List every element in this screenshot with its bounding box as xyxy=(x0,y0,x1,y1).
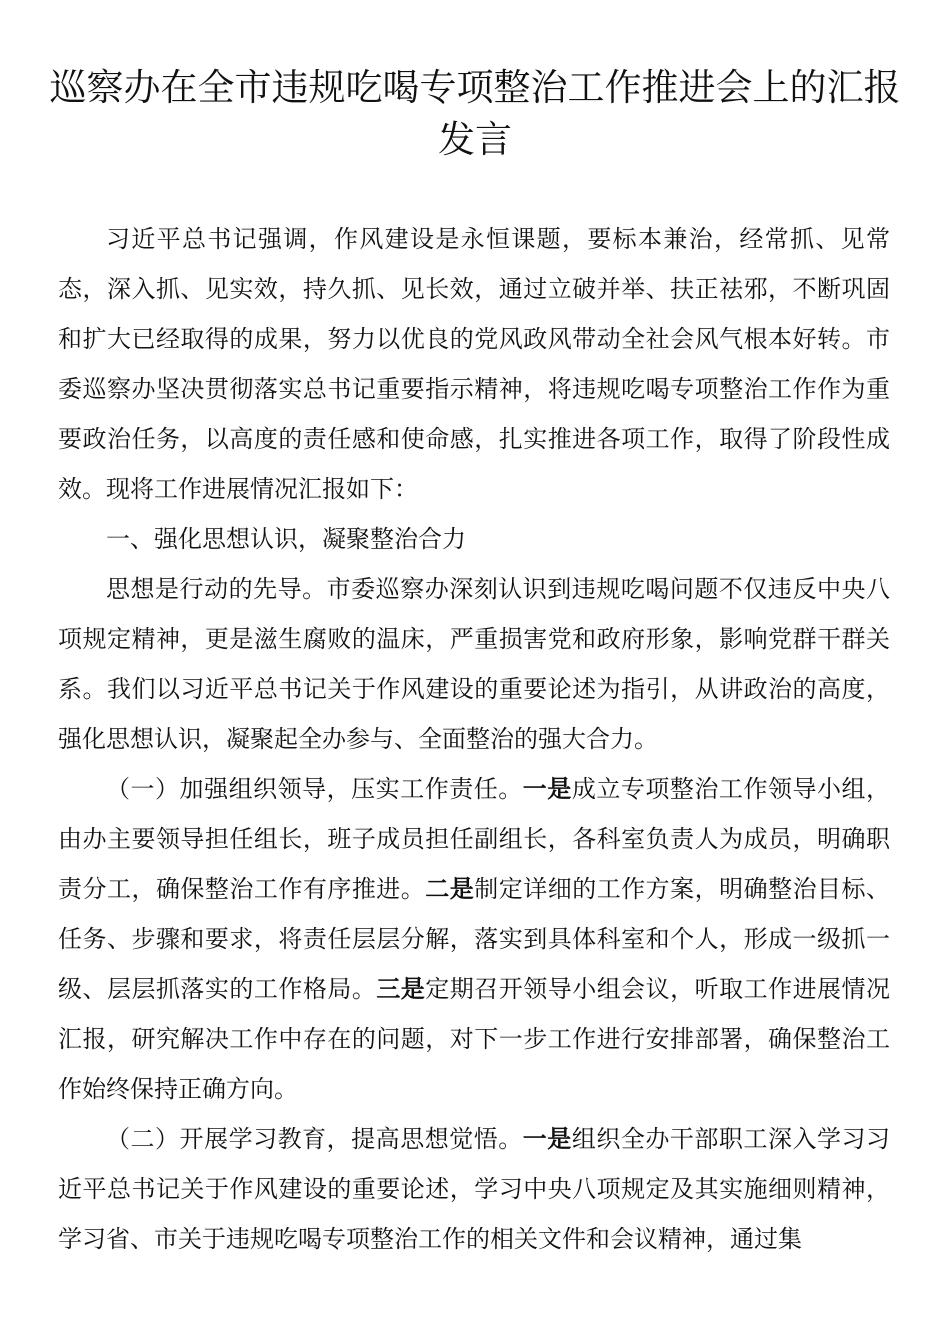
subsection-1-item-3-text: 定期召开领导小组会议，听取工作进展情况汇报，研究解决工作中存在的问题，对下一步工作进行安排部署，确保整治工作始终保持正确方向。 xyxy=(58,975,891,1103)
document-title: 巡察办在全市违规吃喝专项整治工作推进会上的汇报发言 xyxy=(49,66,901,161)
document-body xyxy=(58,214,890,1264)
subsection-2-lead: （二）开展学习教育，提高思想觉悟。 xyxy=(106,1125,523,1153)
subsection-2-paragraph xyxy=(58,1114,890,1264)
subsection-1-item-1-text: 成立专项整治工作领导小组，由办主要领导担任组长，班子成员担任副组长，各科室负责人为成员，明确职责分工，确保整治工作有序推进。 xyxy=(58,775,891,903)
subsection-1-item-2-marker: 二是 xyxy=(425,875,475,903)
subsection-1-paragraph xyxy=(58,764,890,1114)
intro-paragraph: 习近平总书记强调，作风建设是永恒课题，要标本兼治，经常抓、见常态，深入抓、见实效，持久抓、见长效，通过立破并举、扶正祛邪，不断巩固和扩大已经取得的成果，努力以优良的党风政风带动全社会风气根本好转。市委巡察办坚决贯彻落实总书记重要指示精神，将违规吃喝专项整治工作作为重要政治任务，以高度的责任感和使命感，扎实推进各项工作，取得了阶段性成效。现将工作进展情况汇报如下： xyxy=(58,225,890,503)
section-heading-1: 一、强化思想认识，凝聚整治合力 xyxy=(106,525,466,553)
section-1-paragraph: 思想是行动的先导。市委巡察办深刻认识到违规吃喝问题不仅违反中央八项规定精神，更是滋生腐败的温床，严重损害党和政府形象，影响党群干群关系。我们以习近平总书记关于作风建设的重要论述为指引，从讲政治的高度，强化思想认识，凝聚起全办参与、全面整治的强大合力。 xyxy=(58,575,890,753)
subsection-1-item-3-marker: 三是 xyxy=(376,975,426,1003)
subsection-2-item-1-marker: 一是 xyxy=(522,1125,572,1153)
subsection-1-lead: （一）加强组织领导，压实工作责任。 xyxy=(106,775,523,803)
subsection-1-item-2-text: 制定详细的工作方案，明确整治目标、任务、步骤和要求，将责任层层分解，落实到具体科室和个人，形成一级抓一级、层层抓落实的工作格局。 xyxy=(58,875,891,1003)
subsection-1-item-1-marker: 一是 xyxy=(522,775,572,803)
subsection-2-item-1-text: 组织全办干部职工深入学习习近平总书记关于作风建设的重要论述，学习中央八项规定及其实施细则精神，学习省、市关于违规吃喝专项整治工作的相关文件和会议精神，通过集 xyxy=(58,1125,891,1253)
